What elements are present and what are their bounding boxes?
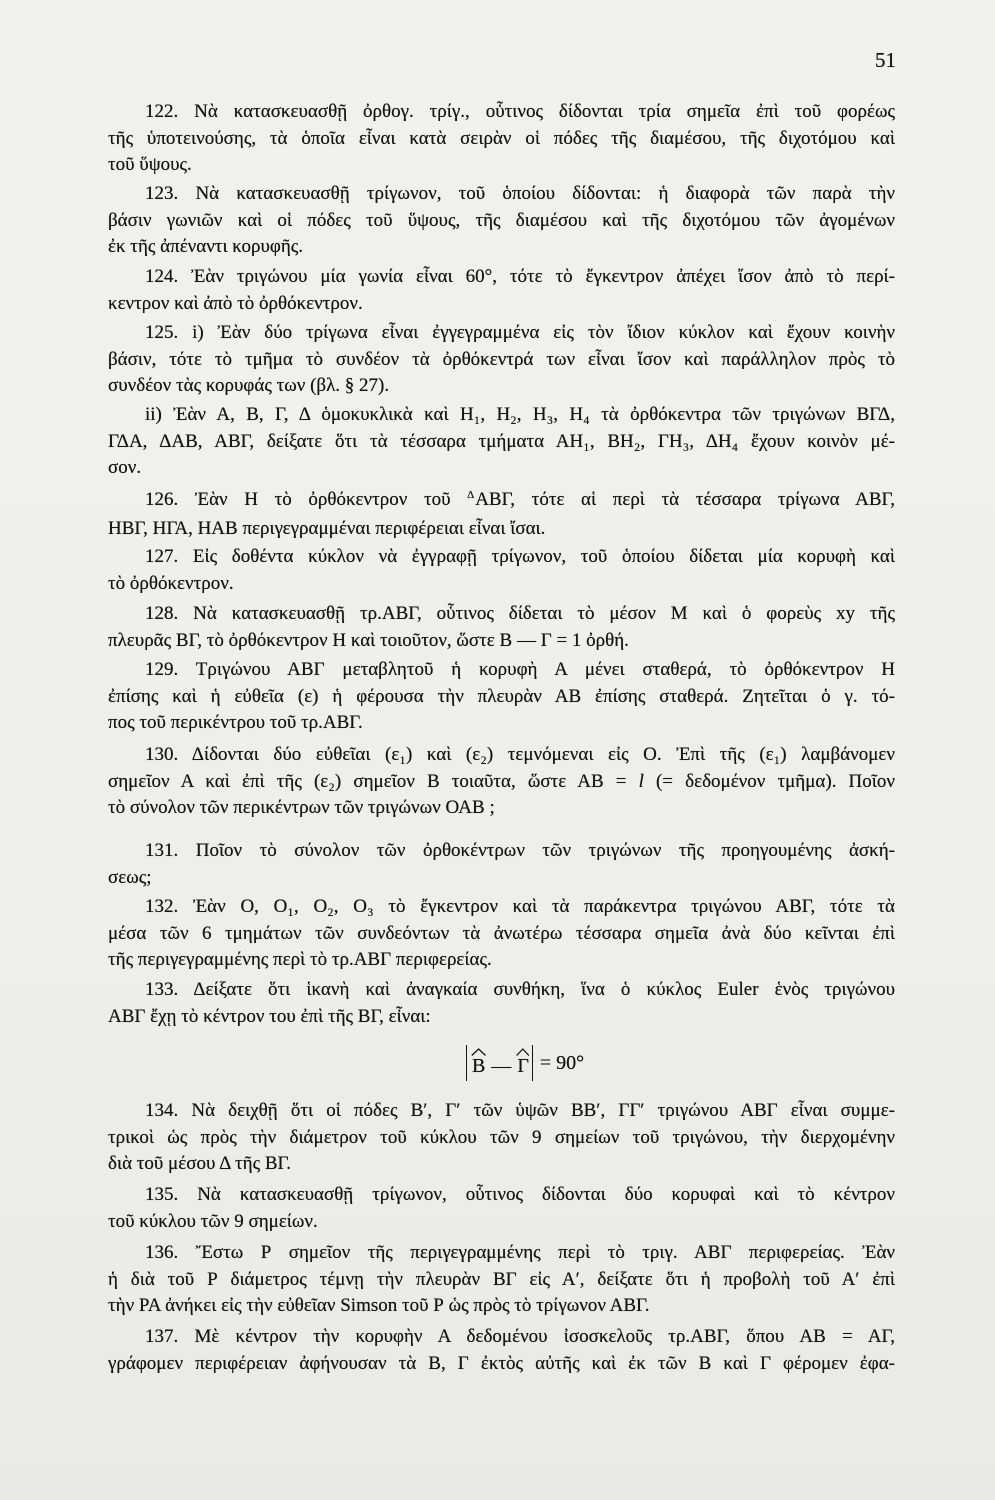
- length-variable: l: [638, 770, 644, 792]
- exercise-line: ἐπίσης καὶ ἡ εὐθεῖα (ε) ἡ φέρουσα τὴν πλευρὰν ΑΒ ἐπίσης σταθερά. Ζητεῖται ὁ γ. τό-: [108, 685, 895, 707]
- exercise-line: 122. Νὰ κατασκευασθῇ ὀρθογ. τρίγ., οὗτινος δίδονται τρία σημεῖα ἐπὶ τοῦ φορέως: [145, 101, 895, 122]
- exercise-line: σον.: [108, 457, 142, 478]
- exercise-line: βάσιν γωνιῶν καὶ οἱ πόδες τοῦ ὕψους, τῆς διαμέσου καὶ τῆς διχοτόμου τῶν ἀγομένων: [108, 209, 895, 231]
- exercise-line: [108, 769, 895, 796]
- page-number: 51: [875, 48, 896, 72]
- exercise-line: ἡ διὰ τοῦ Ρ διάμετρος τέμνῃ τὴν πλευρὰν ΒΓ εἰς Α′, δείξατε ὅτι ἡ προβολὴ τοῦ Α′ ἐπὶ: [108, 1268, 895, 1290]
- exercise-135: [108, 1182, 895, 1235]
- exercise-line: ΗΒΓ, ΗΓΑ, ΗΑΒ περιγεγραμμέναι περιφέρειαι εἶναι ἴσαι.: [108, 517, 546, 539]
- exercise-129: [108, 657, 895, 737]
- page-body: [108, 0, 895, 1500]
- exercise-124: [108, 264, 895, 317]
- exercise-line: τῆς περιγεγραμμένης περὶ τὸ τρ.ΑΒΓ περιφερείας.: [108, 949, 492, 970]
- minus-sign: —: [491, 1055, 512, 1077]
- exercise-line: ΓΔΑ, ΔΑΒ, ΑΒΓ, δείξατε ὅτι τὰ τέσσαρα τμήματα ΑΗ₁, ΒΗ₂, ΓΗ₃, ΔΗ₄ ἔχουν κοινὸν μέ-: [108, 430, 895, 452]
- exercise-line: 137. Μὲ κέντρον τὴν κορυφὴν Α δεδομένου ἰσοσκελοῦς τρ.ΑΒΓ, ὅπου ΑΒ = ΑΓ,: [145, 1326, 895, 1347]
- angle-g: [517, 1053, 529, 1079]
- angle-hat-icon: [516, 1048, 530, 1056]
- exercise-125-i: [108, 320, 895, 400]
- exercise-131: [108, 838, 895, 891]
- exercise-line: βάσιν, τότε τὸ τμῆμα τὸ συνδέον τὰ ὀρθόκεντρά των εἶναι ἴσον καὶ παράλληλον πρὸς τὸ: [108, 348, 895, 370]
- exercise-line: γράφομεν περιφέρειαν ἀφήνουσαν τὰ Β, Γ ἐκτὸς αὐτῆς καὶ ἐκ τῶν Β καὶ Γ φέρομεν ἐφα-: [108, 1352, 895, 1374]
- exercise-line: 125. i) Ἐὰν δύο τρίγωνα εἶναι ἐγγεγραμμένα εἰς τὸν ἴδιον κύκλον καὶ ἔχουν κοινὴν: [145, 322, 895, 343]
- exercise-126: [108, 487, 895, 542]
- exercise-line: 136. Ἔστω Ρ σημεῖον τῆς περιγεγραμμένης περὶ τὸ τριγ. ΑΒΓ περιφερείας. Ἐὰν: [145, 1242, 895, 1263]
- exercise-line: τῆς ὑποτεινούσης, τὰ ὁποῖα εἶναι κατὰ σειρὰν οἱ πόδες τῆς διαμέσου, τῆς διχοτόμου καὶ: [108, 127, 895, 149]
- exercise-134: [108, 1098, 895, 1178]
- exercise-line: 128. Νὰ κατασκευασθῇ τρ.ΑΒΓ, οὗτινος δίδεται τὸ μέσον Μ καὶ ὁ φορεὺς xy τῆς: [145, 603, 895, 624]
- exercise-127: [108, 544, 895, 597]
- exercise-line: συνδέον τὰς κορυφάς των (βλ. § 27).: [108, 375, 390, 396]
- exercise-125-ii: [108, 402, 895, 482]
- exercise-line: 135. Νὰ κατασκευασθῇ τρίγωνον, οὗτινος δίδονται δύο κορυφαὶ καὶ τὸ κέντρον: [145, 1184, 895, 1205]
- exercise-line: πος τοῦ περικέντρου τοῦ τρ.ΑΒΓ.: [108, 712, 363, 733]
- exercise-line: 129. Τριγώνου ΑΒΓ μεταβλητοῦ ἡ κορυφὴ Α μένει σταθερά, τὸ ὀρθόκεντρον Η: [145, 659, 895, 680]
- angle-b: [472, 1053, 485, 1079]
- exercise-136: [108, 1240, 895, 1320]
- exercise-line: τρικοὶ ὡς πρὸς τὴν διάμετρον τοῦ κύκλου τῶν 9 σημείων τοῦ τριγώνου, τὴν διερχομένην: [108, 1126, 895, 1148]
- exercise-line: σεως;: [108, 866, 152, 888]
- angle-b-letter: Β: [472, 1055, 486, 1077]
- exercise-line: τὸ σύνολον τῶν περικέντρων τῶν τριγώνων ΟΑΒ ;: [108, 797, 495, 818]
- exercise-line: τοῦ ὕψους.: [108, 154, 192, 175]
- exercise-line: 133. Δείξατε ὅτι ἱκανὴ καὶ ἀναγκαία συνθήκη, ἵνα ὁ κύκλος Euler ἑνὸς τριγώνου: [145, 979, 895, 1000]
- exercise-line: κεντρον καὶ ἀπὸ τὸ ὀρθόκεντρον.: [108, 292, 363, 314]
- exercise-132: [108, 894, 895, 974]
- line-text: (= δεδομένον τμῆμα). Ποῖον: [643, 770, 895, 792]
- line-text: ΑΒΓ, τότε αἱ περὶ τὰ τέσσαρα τρίγωνα ΑΒΓ,: [475, 489, 895, 510]
- exercise-line: 124. Ἐὰν τριγώνου μία γωνία εἶναι 60°, τότε τὸ ἔγκεντρον ἀπέχει ἴσον ἀπὸ τὸ περί-: [145, 266, 895, 287]
- exercise-line: 123. Νὰ κατασκευασθῇ τρίγωνον, τοῦ ὁποίου δίδονται: ἡ διαφορὰ τῶν παρὰ τὴν: [145, 183, 895, 204]
- exercise-line: [108, 487, 895, 516]
- line-text: σημεῖον Α καὶ ἐπὶ τῆς (ε₂) σημεῖον Β τοιαῦτα, ὥστε ΑΒ =: [108, 770, 639, 792]
- exercise-line: τὴν ΡΑ ἀνήκει εἰς τὴν εὐθεῖαν Simson τοῦ Ρ ὡς πρὸς τὸ τρίγωνον ΑΒΓ.: [108, 1295, 650, 1316]
- exercise-130: [108, 742, 895, 822]
- angle-hat-icon: [471, 1048, 486, 1056]
- exercise-line: 131. Ποῖον τὸ σύνολον τῶν ὀρθοκέντρων τῶν τριγώνων τῆς προηγουμένης ἀσκή-: [145, 840, 895, 861]
- exercise-line: 130. Δίδονται δύο εὐθεῖαι (ε₁) καὶ (ε₂) τεμνόμεναι εἰς Ο. Ἐπὶ τῆς (ε₁) λαμβάνομεν: [145, 744, 895, 765]
- exercise-line: ii) Ἐὰν Α, Β, Γ, Δ ὁμοκυκλικὰ καὶ Η₁, Η₂, Η₃, Η₄ τὰ ὀρθόκεντρα τῶν τριγώνων ΒΓΔ,: [145, 404, 895, 425]
- exercise-line: 134. Νὰ δειχθῇ ὅτι οἱ πόδες Β′, Γ′ τῶν ὑψῶν ΒΒ′, ΓΓ′ τριγώνου ΑΒΓ εἶναι συμμε-: [145, 1100, 895, 1121]
- exercise-line: ΑΒΓ ἔχῃ τὸ κέντρον του ἐπὶ τῆς ΒΓ, εἶναι:: [108, 1005, 431, 1027]
- angle-g-letter: Γ: [517, 1055, 529, 1077]
- formula-angle-difference: [466, 1045, 584, 1081]
- exercise-line: τοῦ κύκλου τῶν 9 σημείων.: [108, 1210, 318, 1232]
- exercise-128: [108, 601, 895, 654]
- exercise-line: 132. Ἐὰν Ο, Ο₁, Ο₂, Ο₃ τὸ ἔγκεντρον καὶ τὰ παράκεντρα τριγώνου ΑΒΓ, τότε τὰ: [145, 896, 895, 917]
- exercise-123: [108, 181, 895, 261]
- exercise-137: [108, 1324, 895, 1377]
- absolute-value: [466, 1045, 533, 1081]
- exercise-line: πλευρᾶς ΒΓ, τὸ ὀρθόκεντρον Η καὶ τοιοῦτον, ὥστε Β — Γ = 1 ὀρθή.: [108, 629, 629, 651]
- exercise-133: [108, 977, 895, 1030]
- exercise-line: μέσα τῶν 6 τμημάτων τῶν συνδεόντων τὰ ἀνωτέρω τέσσαρα σημεῖα ἀνὰ δύο κεῖνται ἐπὶ: [108, 922, 895, 944]
- triangle-symbol: Δ: [467, 489, 475, 501]
- exercise-line: 127. Εἰς δοθέντα κύκλον νὰ ἐγγραφῇ τρίγωνον, τοῦ ὁποίου δίδεται μία κορυφὴ καὶ: [145, 546, 895, 567]
- line-text: 126. Ἐὰν Η τὸ ὀρθόκεντρον τοῦ: [145, 489, 468, 510]
- exercise-line: ἐκ τῆς ἀπέναντι κορυφῆς.: [108, 236, 304, 257]
- formula-rhs: = 90°: [539, 1052, 585, 1074]
- exercise-122: [108, 99, 895, 179]
- exercise-line: διὰ τοῦ μέσου Δ τῆς ΒΓ.: [108, 1153, 291, 1174]
- exercise-line: τὸ ὀρθόκεντρον.: [108, 572, 234, 594]
